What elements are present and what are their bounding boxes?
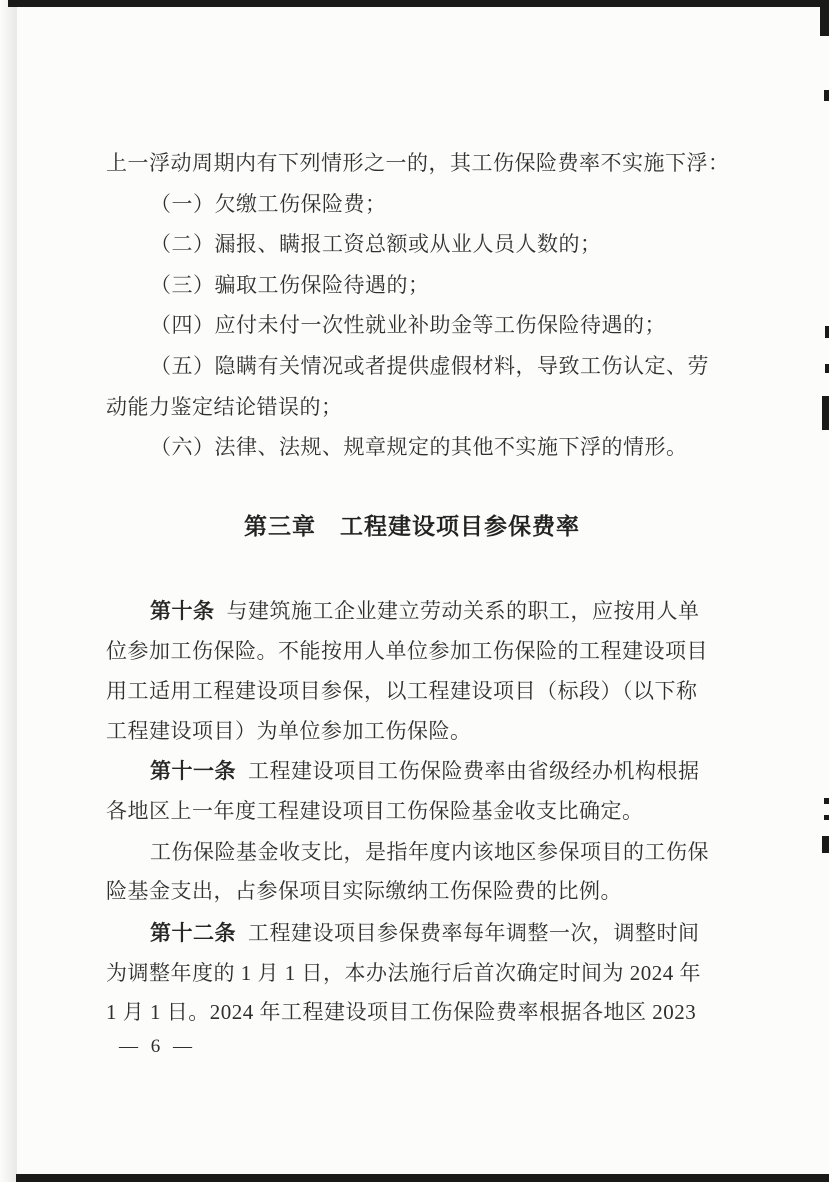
body-line bbox=[106, 150, 730, 176]
body-line bbox=[106, 798, 644, 824]
body-line bbox=[150, 920, 700, 946]
scan-artifact-right-mark bbox=[824, 815, 829, 820]
body-line-text: （二）漏报、瞒报工资总额或从业人员人数的； bbox=[150, 232, 602, 256]
chapter-heading bbox=[106, 508, 718, 541]
body-line-text: 上一浮动周期内有下列情形之一的，其工伤保险费率不实施下浮： bbox=[106, 151, 730, 175]
body-line bbox=[150, 312, 666, 338]
body-line-text: 用工适用工程建设项目参保，以工程建设项目（标段）（以下称 bbox=[106, 679, 698, 703]
scan-artifact-right-mark bbox=[825, 326, 829, 338]
body-line bbox=[150, 353, 709, 379]
body-line bbox=[150, 434, 688, 460]
scan-artifact-top-right-block bbox=[820, 0, 829, 36]
body-line bbox=[150, 598, 700, 624]
scan-artifact-right-mark bbox=[822, 836, 829, 853]
chapter-number: 第三章 bbox=[244, 513, 316, 539]
scan-artifact-right-mark bbox=[822, 396, 829, 430]
body-line bbox=[106, 878, 622, 904]
scan-artifact-bottom-strip bbox=[16, 1174, 829, 1182]
article-number: 第十条 bbox=[150, 599, 215, 623]
body-line-text: 为调整年度的 1 月 1 日，本办法施行后首次确定时间为 2024 年 bbox=[106, 961, 701, 985]
body-line-text: 位参加工伤保险。不能按用人单位参加工伤保险的工程建设项目 bbox=[106, 639, 708, 663]
article-number: 第十一条 bbox=[150, 759, 236, 783]
body-line-text: （六）法律、法规、规章规定的其他不实施下浮的情形。 bbox=[150, 435, 688, 459]
body-line-text: 工程建设项目）为单位参加工伤保险。 bbox=[106, 719, 472, 743]
scan-artifact-right-mark bbox=[824, 90, 829, 101]
body-line bbox=[106, 678, 698, 704]
article-number: 第十二条 bbox=[150, 921, 236, 945]
body-line-text: 险基金支出，占参保项目实际缴纳工伤保险费的比例。 bbox=[106, 879, 622, 903]
body-line-text: 与建筑施工企业建立劳动关系的职工，应按用人单 bbox=[226, 599, 700, 623]
scan-artifact-top-strip bbox=[8, 0, 829, 7]
body-line-text: 工程建设项目工伤保险费率由省级经办机构根据 bbox=[248, 759, 700, 783]
body-line bbox=[106, 394, 343, 420]
chapter-title: 工程建设项目参保费率 bbox=[340, 513, 580, 539]
scan-artifact-right-mark bbox=[824, 798, 829, 804]
body-line bbox=[150, 231, 602, 257]
body-line-text: 工伤保险基金收支比，是指年度内该地区参保项目的工伤保 bbox=[150, 840, 709, 864]
body-line bbox=[150, 758, 700, 784]
body-line bbox=[106, 999, 696, 1025]
body-line-text: 各地区上一年度工程建设项目工伤保险基金收支比确定。 bbox=[106, 799, 644, 823]
body-line-text: 动能力鉴定结论错误的； bbox=[106, 395, 343, 419]
body-line-text: 1 月 1 日。2024 年工程建设项目工伤保险费率根据各地区 2023 bbox=[106, 1000, 697, 1024]
body-line bbox=[150, 839, 709, 865]
body-line-text: 工程建设项目参保费率每年调整一次，调整时间 bbox=[248, 921, 700, 945]
body-line bbox=[106, 638, 708, 664]
body-line-text: （三）骗取工伤保险待遇的； bbox=[150, 273, 430, 297]
body-line-text: （一）欠缴工伤保险费； bbox=[150, 192, 387, 216]
body-line-text: （五）隐瞒有关情况或者提供虚假材料，导致工伤认定、劳 bbox=[150, 354, 709, 378]
body-line bbox=[150, 191, 387, 217]
scan-artifact-right-shading bbox=[0, 0, 17, 1182]
body-line-text: （四）应付未付一次性就业补助金等工伤保险待遇的； bbox=[150, 313, 666, 337]
body-line bbox=[106, 718, 472, 744]
scan-artifact-right-mark bbox=[825, 364, 829, 373]
page-number: — 6 — bbox=[119, 1036, 196, 1057]
body-line bbox=[106, 960, 701, 986]
body-line bbox=[150, 272, 430, 298]
